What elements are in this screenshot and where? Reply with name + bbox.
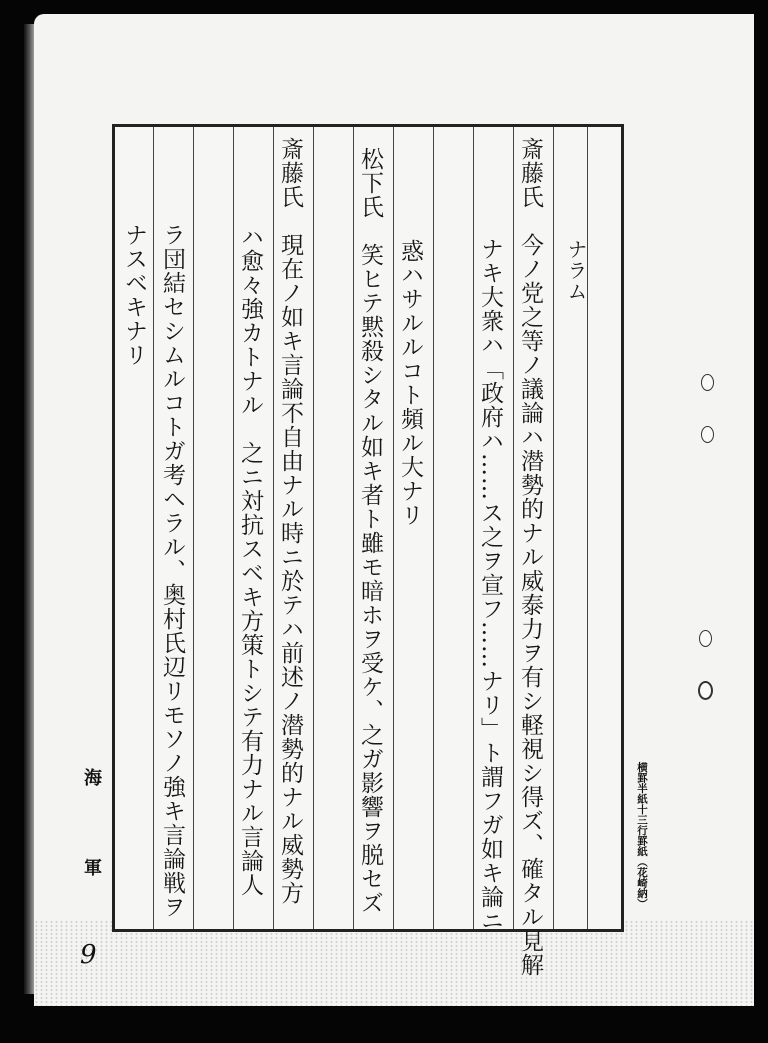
text-column-6: 斎藤氏 現在ノ如キ言論不自由ナル時ニ於テハ前述ノ潜勢的ナル威勢方	[277, 137, 303, 905]
rule-line	[153, 127, 154, 929]
paper-noise	[34, 920, 754, 1006]
rule-line	[553, 127, 554, 929]
ruled-frame	[112, 124, 624, 977]
margin-kaigun-bottom: 軍	[81, 858, 102, 876]
binding-hole	[701, 426, 714, 443]
text-column-9: ナスベキナリ	[121, 223, 147, 367]
page-number: 9	[80, 940, 97, 970]
rule-line	[193, 127, 194, 929]
margin-kaigun-top: 海	[81, 768, 102, 786]
rule-line	[433, 127, 434, 929]
binding-hole	[699, 630, 712, 647]
text-column-4: 惑ハサルルコト頻ル大ナリ	[397, 239, 423, 527]
rule-line	[313, 127, 314, 929]
paper-label: 横罫半紙十三行罫紙（花崎納）	[636, 762, 648, 909]
text-column-2: 斎藤氏 今ノ党之等ノ議論ハ潜勢的ナル威泰力ヲ有シ軽視シ得ズ、確タル見解	[517, 137, 543, 977]
text-column-5: 松下氏 笑ヒテ黙殺シタル如キ者ト雖モ暗ホヲ受ケ、之ガ影響ヲ脱セズ	[357, 147, 383, 915]
text-column-7: ハ愈々強カトナル 之ニ対抗スベキ方策トシテ有力ナル言論人	[237, 225, 263, 897]
text-column-3: ナキ大衆ハ「政府ハ……ス之ヲ宣フ……ナリ」ト謂フガ如キ論ニ	[477, 237, 503, 933]
binding-hole	[698, 681, 713, 700]
text-column-1: ナラム	[564, 239, 588, 302]
binding-hole	[701, 374, 714, 391]
text-column-8: ラ団結セシムルコトガ考ヘラル、奥村氏辺リモソノ強キ言論戦ヲ	[159, 223, 185, 919]
